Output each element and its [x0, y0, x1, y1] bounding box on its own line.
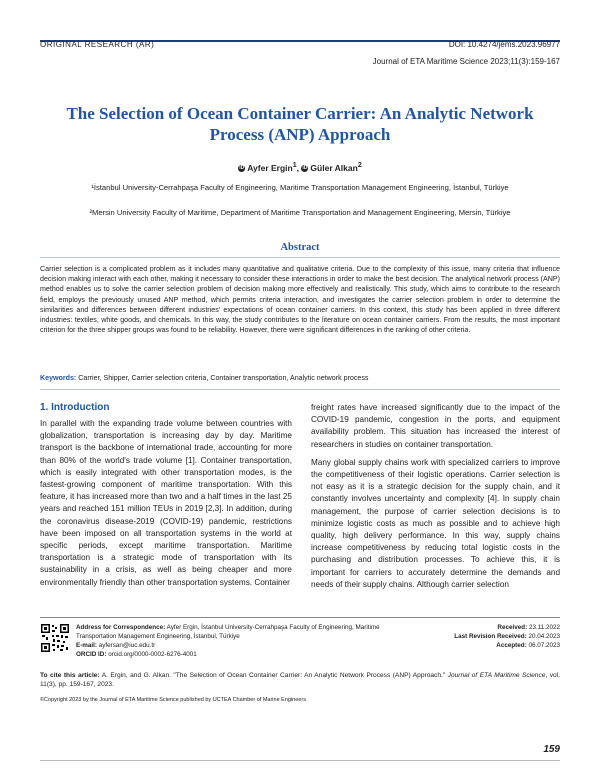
doi-link[interactable]: DOI: 10.4274/jems.2023.96977 — [448, 40, 560, 49]
paragraph: freight rates have increased significantly due to the impact of the COVID-19 pandemic, congestion in the ports, and equipment availability problem. This situation has increased the interest of researchers in studies on container transportation. — [311, 403, 560, 449]
affiliation: ²Mersin University Faculty of Maritime, Department of Maritime Transportation and Management Engineering, Mersin, Türkiye — [89, 208, 511, 217]
author-separator: , — [296, 162, 300, 173]
citation — [40, 671, 560, 690]
received-date: 23.11.2022 — [528, 624, 560, 631]
abstract-text: Carrier selection is a complicated problem as it includes many quantitative and qualitative criteria. Due to the complexity of this issue, many criteria that influence decision making interact with each other, making it necessary to consider these interactions in order to make the best decision. The analytical network process (ANP) method enables us to solve the carrier selection problem of decision making more effectively and realistically. This study, which aims to contribute to the research field, employs the previously unused ANP method, which permits criteria interaction, and investigates the carrier selection problem in order to determine the similarities and differences between different industries' expectations of ocean container carriers. In this context, this study has been applied in three different industries: textiles, white goods, and chemicals. In this way, the study contributes to the literature on ocean container carriers. From the results, the most important criterion for the three shipper groups was found to be reliability. However, there were significant differences in the ranking of other criteria. — [40, 265, 560, 335]
article-dates — [454, 624, 560, 651]
author-list — [40, 161, 560, 173]
revision-label: Last Revision Received: — [454, 632, 527, 640]
citation-label: To cite this article: — [40, 672, 100, 679]
keywords-label: Keywords: — [40, 374, 77, 382]
page-bottom-rule — [40, 760, 560, 761]
citation-text: A. Ergin, and G. Alkan. "The Selection of Ocean Container Carrier: An Analytic Network Process (ANP) Approach." — [101, 672, 446, 679]
email-link[interactable]: ayfersan@iuc.edu.tr — [98, 641, 156, 649]
author-name[interactable]: Ayfer Ergin — [247, 162, 293, 173]
body-column-right — [311, 402, 560, 597]
paragraph: Many global supply chains work with specialized carriers to improve the competitiveness of their logistic operations. Carrier selection is not easy as it is a strategic decision for the supply chain, and it constantly involves uncertainty and complexity [4]. In supply chain management, the purpose of carrier selection decisions is to minimize logistic costs as much as possible and to achieve high quality, high delivery performance. In this way, supply chains increase competitiveness by reducing total logistic costs in the purchasing and distribution processes. To achieve this, it is important for carriers to accurately determine the demands and needs of their supply chains. Although carrier selection — [311, 457, 560, 589]
journal-reference: Journal of ETA Maritime Science 2023;11(3):159-167 — [372, 57, 560, 66]
author-affiliation-mark: 2 — [357, 161, 362, 169]
keywords-line — [40, 374, 560, 382]
section-label: ORIGINAL RESEARCH (AR) — [40, 40, 155, 49]
article-title: The Selection of Ocean Container Carrier: An Analytic Network Process (ANP) Approach — [66, 104, 534, 144]
orcid-link[interactable]: orcid.org/0000-0002-6276-4001 — [108, 650, 197, 658]
accepted-date: 06.07.2023 — [528, 641, 560, 649]
received-label: Received: — [497, 624, 528, 631]
citation-details: , vol. 11(3), pp. 159-167, 2023. — [40, 672, 560, 689]
keywords-text: Carrier, Shipper, Carrier selection criteria, Container transportation, Analytic network process — [78, 374, 369, 382]
email-label: E-mail: — [76, 641, 97, 649]
author-affiliation-mark: 1 — [292, 161, 297, 169]
citation-journal: Journal of ETA Maritime Science — [447, 672, 546, 679]
abstract-divider — [40, 257, 560, 258]
author-name[interactable]: Güler Alkan — [310, 162, 358, 173]
abstract-heading: Abstract — [280, 242, 320, 253]
paragraph: In parallel with the expanding trade volume between countries with globalization, transportation is increasing day by day. Maritime transport is the backbone of international trade, accounting for more than 80% of the world's trade volume [1]. Container transportation, which is easily integrated with other transportation modes, is the fastest-growing component of maritime transportation. With this feature, it has increased more than two and a half times in the last 25 years and reached 151 million TEUs in 2019 [2,3]. In addition, during the coronavirus disease-2019 (COVID-19) pandemic, restrictions have been imposed on all transportation systems in the world at specific periods, except maritime transportation. Maritime transportation is a strategic mode of transportation with its sustainability in a crisis, as well as being cheaper and more environmentally friendly than other transportation systems. Container — [40, 419, 292, 587]
copyright-notice: ©Copyright 2023 by the Journal of ETA Maritime Science published by UCTEA Chamber of Marine Engineers — [40, 697, 306, 703]
orcid-label: ORCID ID: — [76, 650, 107, 658]
keywords-divider — [40, 389, 560, 390]
accepted-label: Accepted: — [496, 641, 527, 649]
section-heading: 1. Introduction — [40, 402, 110, 413]
orcid-icon[interactable]: iD — [302, 165, 308, 172]
revision-date: 20.04.2023 — [528, 632, 560, 640]
page-number: 159 — [543, 744, 560, 755]
qr-code-icon[interactable] — [40, 623, 70, 653]
footer-divider — [40, 617, 560, 618]
correspondence-label: Address for Correspondence: — [76, 624, 166, 631]
body-column-left — [40, 418, 292, 595]
correspondence-block — [76, 624, 406, 660]
affiliation: ¹İstanbul University-Cerrahpaşa Faculty of Engineering, Maritime Transportation Management Engineering, İstanbul, Türkiye — [91, 183, 509, 192]
correspondence-text: Ayfer Ergin, İstanbul University-Cerrahpaşa Faculty of Engineering, Maritime Transportation Management Engineering, İstanbul, Türkiye — [76, 624, 380, 640]
orcid-icon[interactable]: iD — [239, 165, 245, 172]
